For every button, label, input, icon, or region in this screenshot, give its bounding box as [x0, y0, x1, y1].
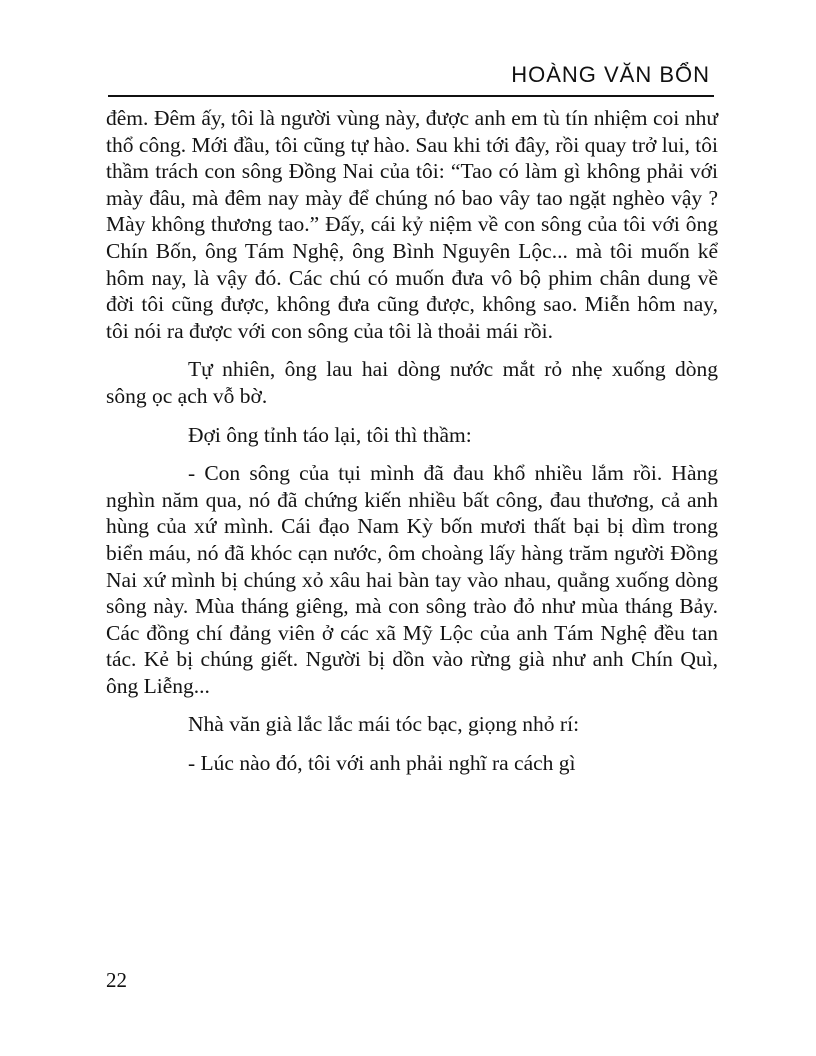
header-author-name: HOÀNG VĂN BỔN: [511, 62, 710, 87]
header-rule: [108, 95, 714, 97]
body-text: [106, 105, 718, 777]
paragraph: - Lúc nào đó, tôi với anh phải nghĩ ra cách gì: [188, 751, 576, 776]
paragraph: Tự nhiên, ông lau hai dòng nước mắt rỏ nhẹ xuống dòng sông ọc ạch vỗ bờ.: [106, 357, 718, 408]
paragraph: Đợi ông tỉnh táo lại, tôi thì thầm:: [188, 422, 472, 447]
page-number: 22: [106, 968, 127, 992]
paragraph: Nhà văn già lắc lắc mái tóc bạc, giọng nhỏ rí:: [188, 712, 580, 737]
paragraph: - Con sông của tụi mình đã đau khổ nhiều lắm rồi. Hàng nghìn năm qua, nó đã chứng kiến nhiều bất công, đau thương, cả anh hùng của xứ mình. Cái đạo Nam Kỳ bốn mươi thất bại bị dìm trong biển máu, nó đã khóc cạn nước, ôm choàng lấy hàng trăm người Đồng Nai xứ mình bị chúng xỏ xâu hai bàn tay vào nhau, quẳng xuống dòng sông này. Mùa tháng giêng, mà con sông trào đỏ như mùa tháng Bảy. Các đồng chí đảng viên ở các xã Mỹ Lộc của anh Tám Nghệ đều tan tác. Kẻ bị chúng giết. Người bị dồn vào rừng già như anh Chín Quì, ông Liễng...: [106, 461, 718, 698]
paragraph: đêm. Đêm ấy, tôi là người vùng này, được anh em tù tín nhiệm coi như thổ công. Mới đầu, tôi cũng tự hào. Sau khi tới đây, rồi quay trở lui, tôi thầm trách con sông Đồng Nai của tôi: “Tao có làm gì không phải với mày đâu, mà đêm nay mày để chúng nó bao vây tao ngặt nghèo vậy ? Mày không thương tao.” Đấy, cái kỷ niệm về con sông của tôi với ông Chín Bốn, ông Tám Nghệ, ông Bình Nguyên Lộc... mà tôi muốn kể hôm nay, là vậy đó. Các chú có muốn đưa vô bộ phim chân dung về đời tôi cũng được, không đưa cũng được, không sao. Miễn hôm nay, tôi nói ra được với con sông của tôi là thoải mái rồi.: [106, 106, 718, 343]
